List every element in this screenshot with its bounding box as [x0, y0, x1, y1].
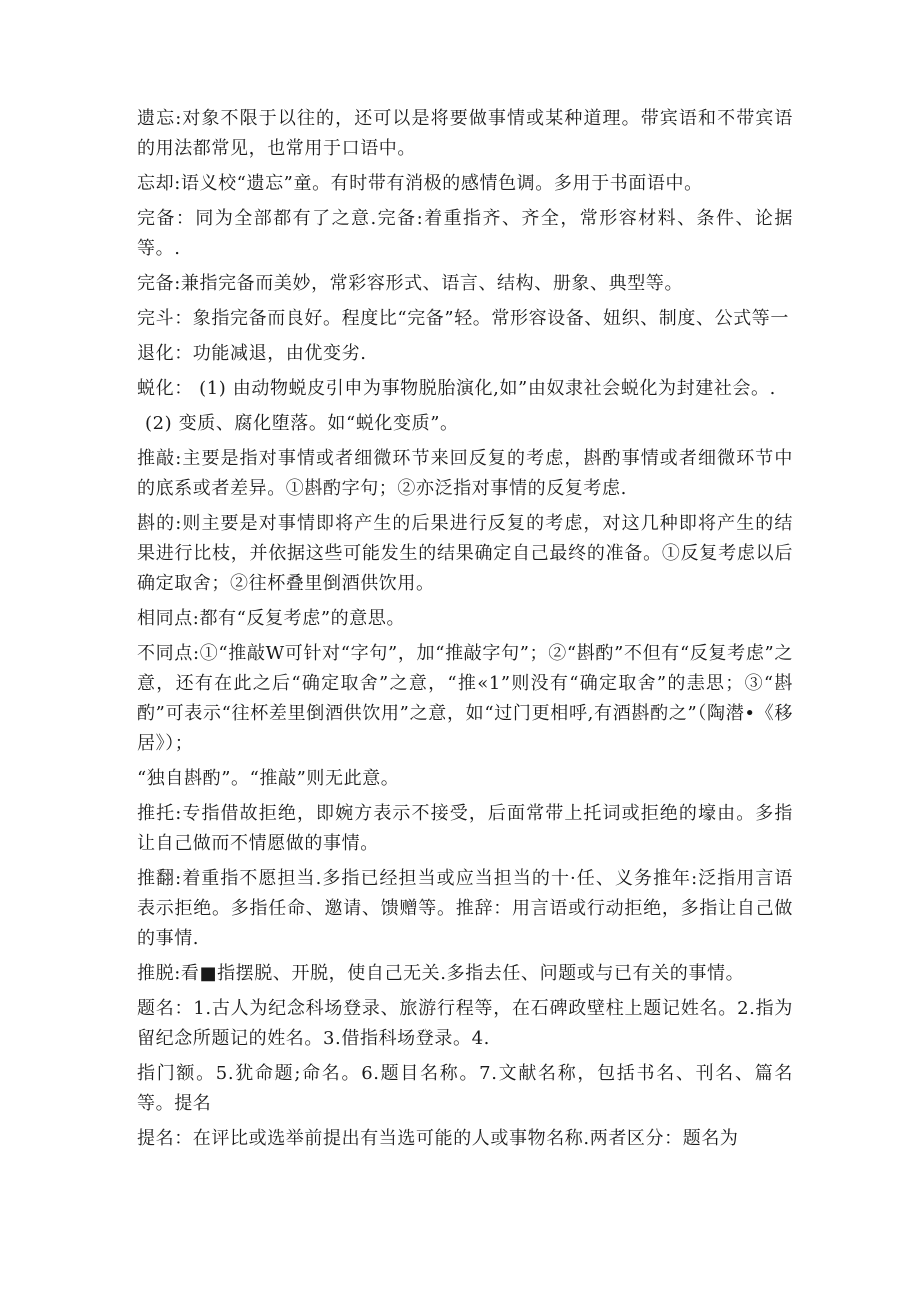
paragraph-7: 蜕化： (1) 由动物蜕皮引申为事物脱胎演化,如”由奴隶社会蜕化为封建社会。. — [137, 378, 776, 399]
paragraph-4: 完备:兼指完备而美妙，常彩容形式、语言、结构、册象、典型等。 — [137, 273, 684, 294]
paragraph-3: 完备：同为全部都有了之意.完备:着重指齐、齐全，常形容材料、条件、论据等。. — [137, 208, 793, 259]
paragraph-18: 指门额。5.犹命题;命名。6.题目名称。7.文献名称，包括书名、刊名、篇名等。提名 — [137, 1063, 793, 1114]
paragraph-1: 遗忘:对象不限于以往的，还可以是将要做事情或某种道理。带宾语和不带宾语的用法都常见，也常用于口语中。 — [137, 108, 793, 159]
paragraph-6: 退化：功能减退，由优变劣. — [137, 343, 367, 364]
paragraph-19: 提名：在评比或选举前提出有当选可能的人或事物名称.两者区分：题名为 — [137, 1128, 739, 1149]
paragraph-10: 斟的:则主要是对事情即将产生的后果进行反复的考虑，对这几种即将产生的结果进行比枝，并依据这些可能发生的结果确定自己最终的准备。①反复考虑以后确定取舍；②往杯叠里倒酒供饮用。 — [137, 513, 793, 594]
paragraph-17: 题名：1.古人为纪念科场登录、旅游行程等，在石碑政壁柱上题记姓名。2.指为留纪念所题记的姓名。3.借指科场登录。4. — [137, 998, 793, 1049]
paragraph-14: 推托:专指借故拒绝，即婉方表示不接受，后面常带上托词或拒绝的壕由。多指让自己做而不情愿做的事情。 — [137, 803, 793, 854]
paragraph-11: 相同点:都有“反复考虑”的意思。 — [137, 608, 406, 629]
paragraph-5: 完斗：象指完备而良好。程度比“完备”轻。常形容设备、妞织、制度、公式等一 — [137, 308, 790, 329]
paragraph-12: 不同点:①“推敲W可针对“字句”，加“推敲字句”；②“斟酌”不但有“反复考虑”之意，还有在此之后“确定取舍”之意，“推«1”则没有“确定取舍”的恚思；③“斟酌”可表示“往杯差里倒酒供饮用”之意，如“过门更相呼,有酒斟酌之”（陶潜•《移居》）； — [137, 643, 793, 754]
paragraph-8: (2) 变质、腐化堕落。如“蜕化变质”。 — [145, 413, 459, 434]
paragraph-2: 忘却:语义校“遗忘”童。有时带有消极的感情色调。多用于书面语中。 — [137, 173, 703, 194]
paragraph-13: “独自斟酌”。“推敲”则无此意。 — [137, 768, 400, 789]
paragraph-9: 推敲:主要是指对事情或者细微环节来回反复的考虑，斟酌事情或者细微环节中的底系或者差异。①斟酌字句；②亦泛指对事情的反复考虑. — [137, 448, 793, 499]
document-body — [137, 104, 793, 1159]
paragraph-15: 推翻:着重指不愿担当.多指已经担当或应当担当的十·任、义务推年:泛指用言语表示拒绝。多指任命、邀请、馈赠等。推辞：用言语或行动拒绝，多指让自己做的事情. — [137, 868, 793, 949]
paragraph-16: 推脱:看■指摆脱、开脱，使自己无关.多指去任、问题或与已有关的事情。 — [137, 963, 745, 984]
